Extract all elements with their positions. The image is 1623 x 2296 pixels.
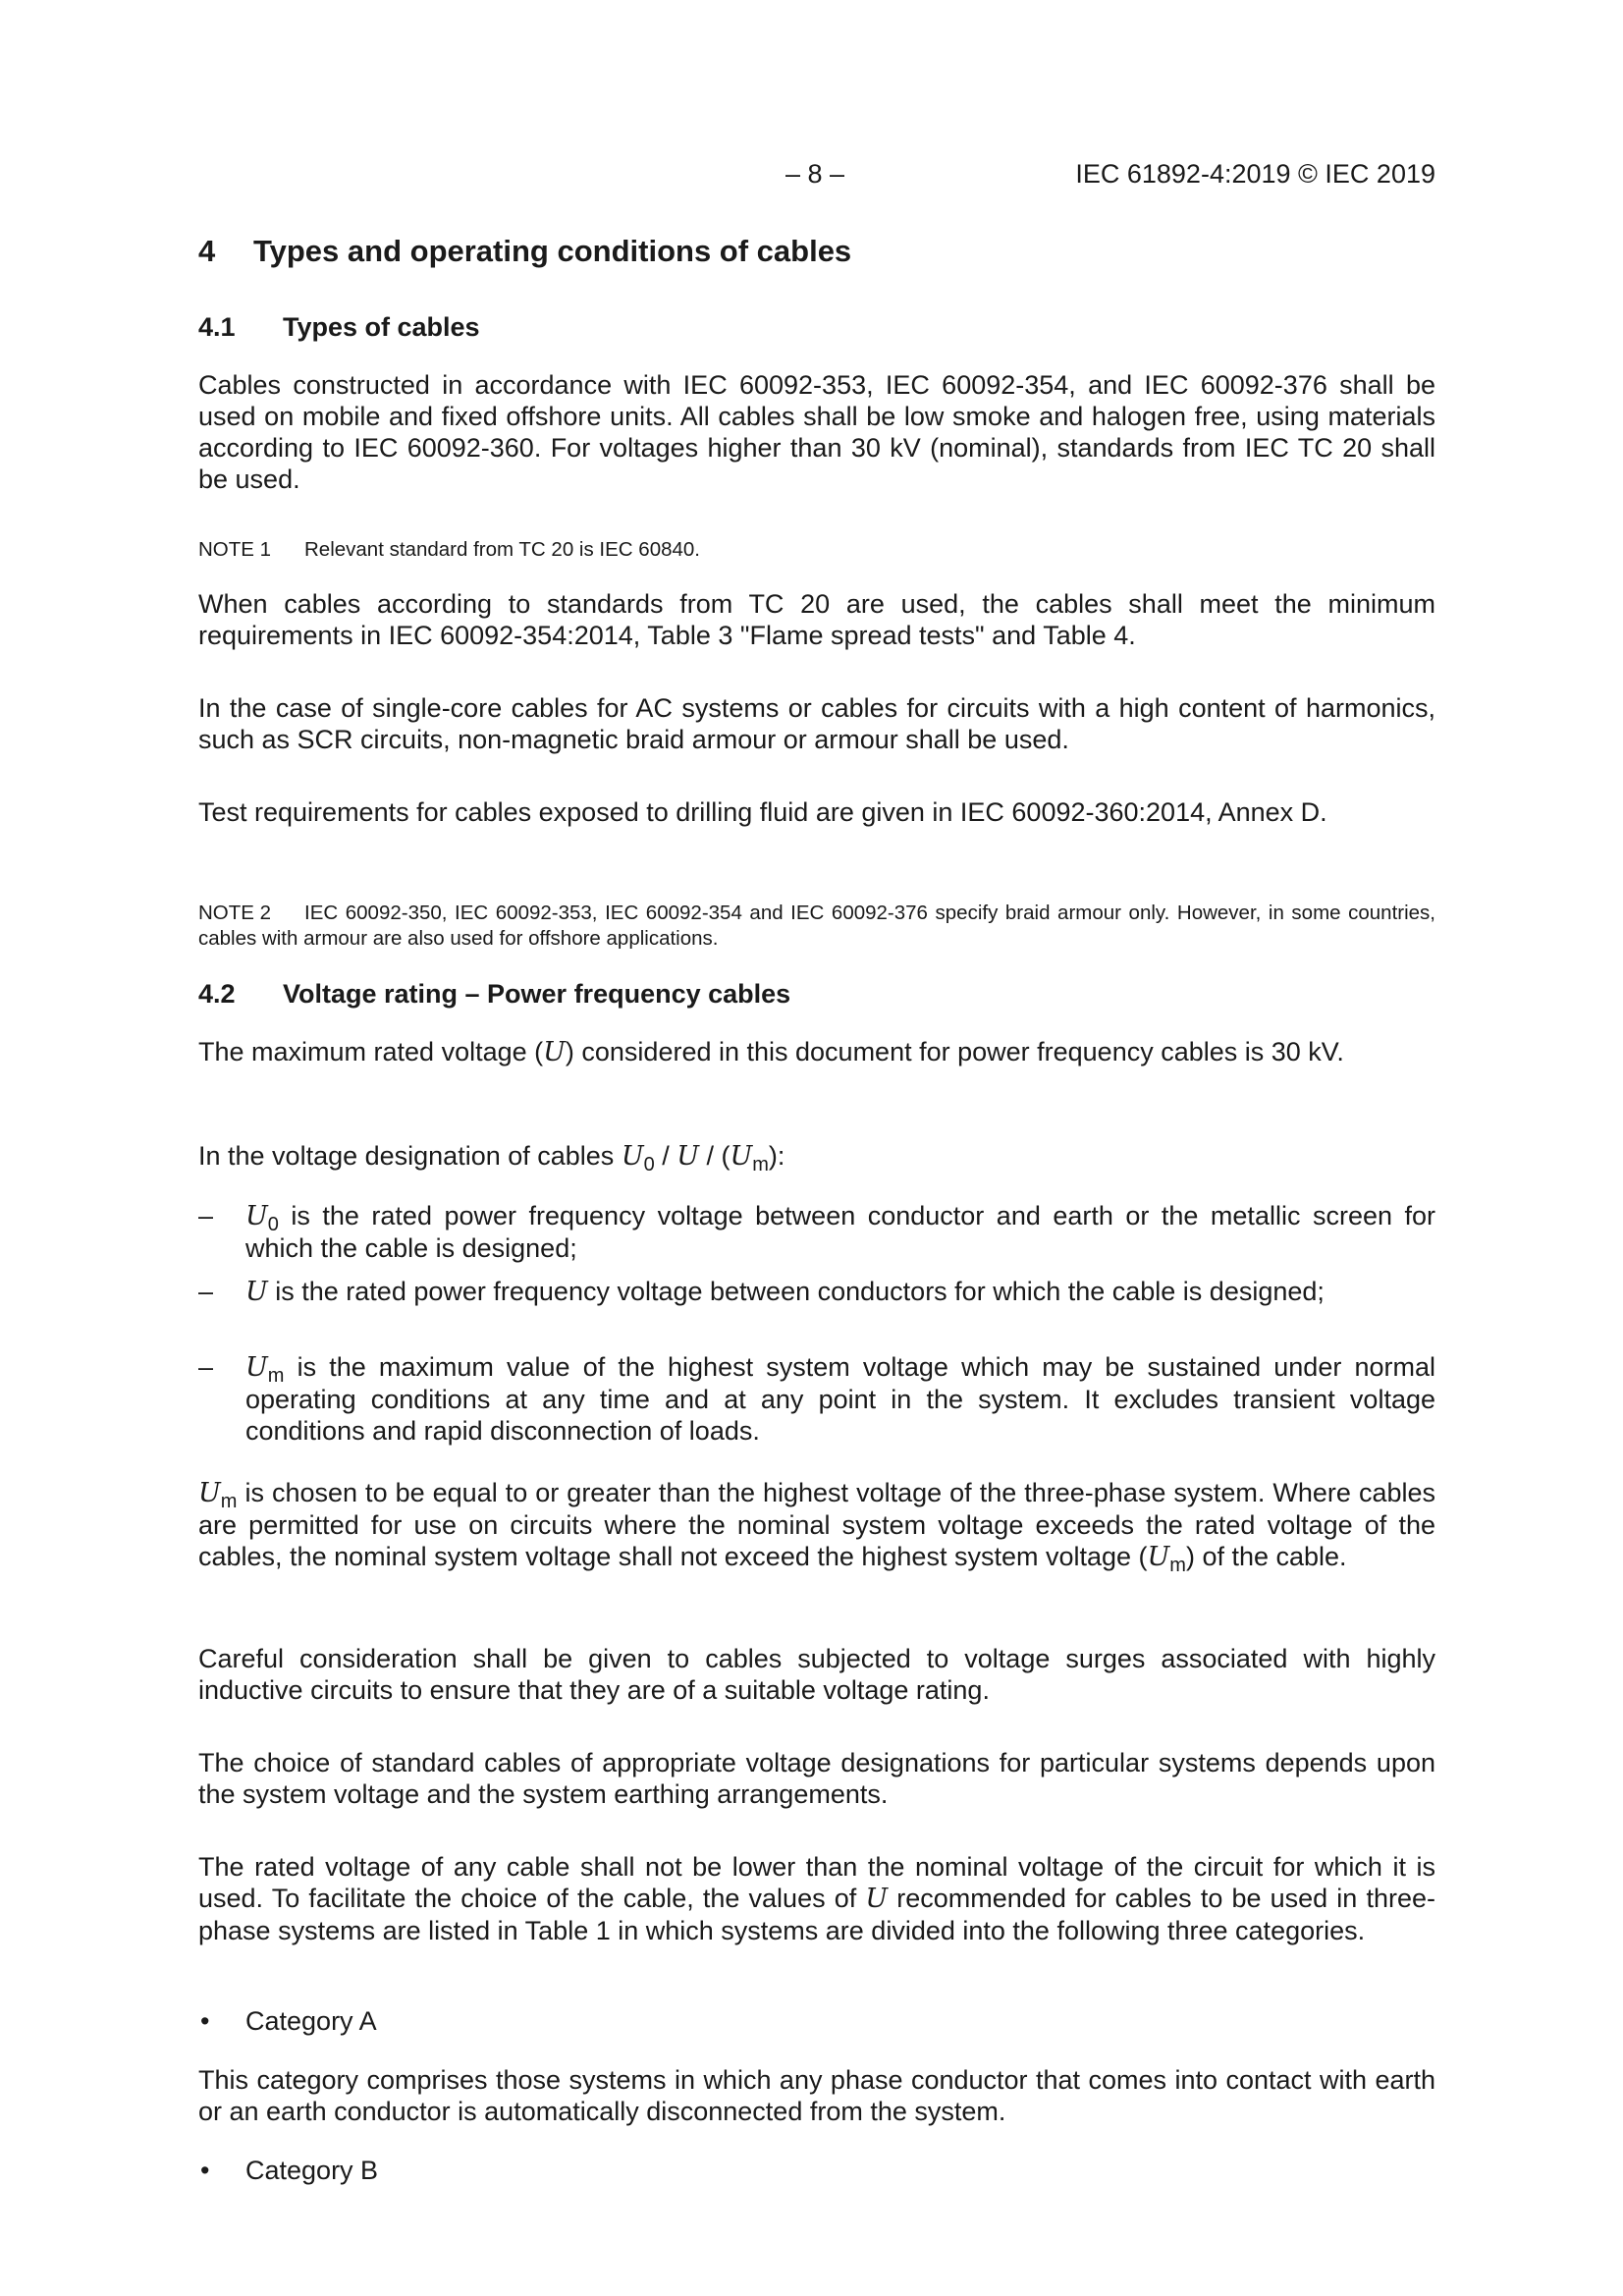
paragraph-text: Cables constructed in accordance with IEC 60092-353, IEC 60092-354, and IEC 60092-376 shall be used on mobile and fixed offshore units. All cables shall be low smoke and halogen free, using materials according to IEC 60092-360. For voltages higher than 30 kV (nominal), standards from IEC TC 20 shall be used.	[198, 370, 1435, 494]
dash-list-item: – $U_0$ is the rated power frequency voltage between conductor and earth or the metallic screen for which the cable is designed;	[198, 1201, 1435, 1263]
bullet-marker: •	[200, 2006, 210, 2036]
section-4-1-heading	[198, 312, 1435, 343]
paragraph	[198, 1747, 1435, 1810]
paragraph-text: $U_m$ is chosen to be equal to or greater than the highest voltage of the three-phase system. Where cables are permitted for use on circuits where the nominal system voltage exceeds the rated voltage of the cables, the nominal system voltage shall not exceed the highest system voltage $(U_m)$ of the cable.	[198, 1478, 1435, 1576]
note-label: NOTE 1	[198, 538, 272, 561]
section-4-2-heading	[198, 979, 1435, 1010]
bullet-marker: •	[200, 2156, 210, 2185]
note-1	[198, 537, 1435, 563]
paragraph	[198, 1477, 1435, 1576]
dash-list-item: – U is the rated power frequency voltage between conductors for which the cable is designed;	[198, 1277, 1325, 1307]
paragraph	[198, 1643, 1435, 1706]
paragraph	[198, 692, 1435, 755]
paragraph-text: The rated voltage of any cable shall not be lower than the nominal voltage of the circuit for which it is used. To facilitate the choice of the cable, the values of U recommended for cables to be used in three-phase systems are listed in Table 1 in which systems are divided into the following three categories.	[198, 1852, 1435, 1945]
section-title: Types of cables	[283, 312, 480, 342]
note-text: IEC 60092-350, IEC 60092-353, IEC 60092-354 and IEC 60092-376 specify braid armour only. However, in some countries, cables with armour are also used for offshore applications.	[198, 902, 1435, 950]
paragraph	[198, 2064, 1435, 2127]
dash-marker: –	[198, 1352, 214, 1382]
paragraph	[198, 1036, 1435, 1068]
note-label: NOTE 2	[198, 902, 272, 924]
paragraph	[198, 1140, 1435, 1173]
paragraph-text: This category comprises those systems in which any phase conductor that comes into contact with earth or an earth conductor is automatically disconnected from the system.	[198, 2065, 1435, 2126]
paragraph-text: The choice of standard cables of appropriate voltage designations for particular systems depends upon the system voltage and the system earthing arrangements.	[198, 1748, 1435, 1809]
paragraph-text: Test requirements for cables exposed to drilling fluid are given in IEC 60092-360:2014, Annex D.	[198, 797, 1327, 827]
paragraph-text: In the voltage designation of cables $U_0$ / U / $(U_m)$:	[198, 1141, 785, 1175]
dash-list-item: – $U_m$ is the maximum value of the highest system voltage which may be sustained under normal operating conditions at any time and at any point in the system. It excludes transient voltage conditions and rapid disconnection of loads.	[198, 1352, 1435, 1446]
dash-marker: –	[198, 1201, 214, 1230]
section-number: 4	[198, 234, 216, 268]
paragraph	[198, 588, 1435, 651]
page-header	[198, 159, 1435, 194]
paragraph	[198, 796, 1435, 828]
dash-marker: –	[198, 1277, 214, 1306]
note-text: Relevant standard from TC 20 is IEC 60840.	[304, 538, 700, 561]
paragraph-text: The maximum rated voltage (U) considered in this document for power frequency cables is 30 kV.	[198, 1037, 1344, 1067]
document-reference: IEC 61892-4:2019 © IEC 2019	[1075, 159, 1435, 189]
section-title: Types and operating conditions of cables	[253, 234, 852, 268]
paragraph-text: Careful consideration shall be given to cables subjected to voltage surges associated with highly inductive circuits to ensure that they are of a suitable voltage rating.	[198, 1644, 1435, 1705]
section-number: 4.1	[198, 312, 236, 342]
paragraph-text: In the case of single-core cables for AC systems or cables for circuits with a high content of harmonics, such as SCR circuits, non-magnetic braid armour or armour shall be used.	[198, 693, 1435, 754]
bullet-category-a: • Category A	[200, 2006, 377, 2036]
section-title: Voltage rating – Power frequency cables	[283, 979, 791, 1009]
section-number: 4.2	[198, 979, 236, 1009]
paragraph-text: When cables according to standards from TC 20 are used, the cables shall meet the minimum requirements in IEC 60092-354:2014, Table 3 "Flame spread tests" and Table 4.	[198, 589, 1435, 650]
note-2	[198, 901, 1435, 952]
paragraph	[198, 1851, 1435, 1946]
bullet-category-b: • Category B	[200, 2156, 379, 2185]
page-number: – 8 –	[785, 159, 845, 189]
paragraph	[198, 369, 1435, 495]
section-4-heading	[198, 234, 1435, 269]
